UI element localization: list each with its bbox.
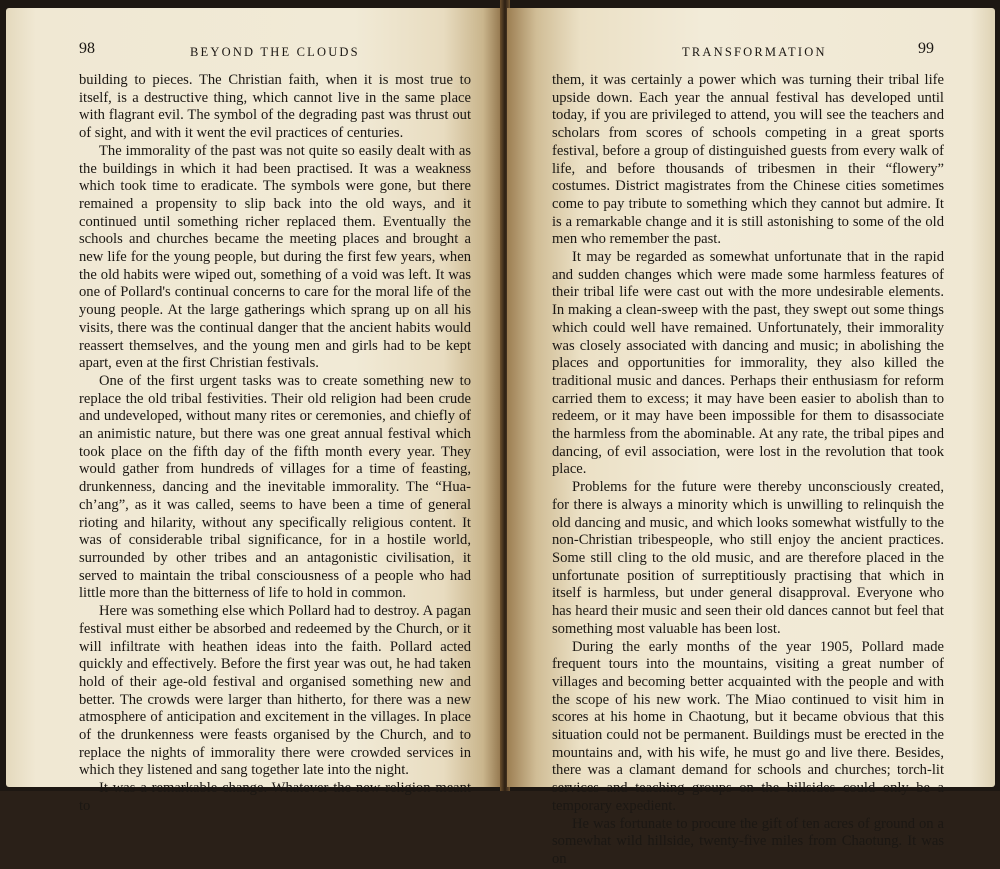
paragraph: building to pieces. The Christian faith, when it is most true to itself, is a destructive thing, which cannot live in the same place with flagrant evil. The symbol of the degrading past was thrust out of sight, and with it went the evil practices of centuries.: [79, 72, 471, 142]
page-body: [79, 72, 471, 816]
running-head: TRANSFORMATION: [682, 45, 827, 59]
running-head: BEYOND THE CLOUDS: [190, 45, 360, 59]
page-number: 98: [79, 40, 95, 57]
paragraph: Here was something else which Pollard had to destroy. A pagan festival must either be absorbed and redeemed by the Church, or it will infiltrate with heathen ideas into the faith. Pollard acted quickly and effectively. Before the first year was out, he had taken hold of their age-old festival and organised something new and better. The crowds were larger than hitherto, for there was a new atmosphere of anticipation and excitement in the villages. In place of the drunkenness were feasts organised by the Church, and to replace the nights of immorality there were crowded services in which they listened and sang together late into the night.: [79, 603, 471, 779]
page-number: 99: [918, 40, 934, 57]
paragraph: One of the first urgent tasks was to create something new to replace the old tribal festivities. Their old religion had been crude and undeveloped, without many rites or ceremonies, and chiefly of an animistic nature, but there was one great annual festival which took place on the fifth day of the fifth month every year. They would gather from hundreds of villages for a time of feasting, drunkenness, dancing and the inevitable immorality. The “Hua-ch’ang”, as it was called, seems to have been a time of general rioting and hilarity, without any specifically religious content. It was of considerable tribal significance, for in a hostile world, surrounded by other tribes and an antagonistic civilisation, it served to maintain the tribal consciousness of a people who had little more than the bitterness of life to hold in common.: [79, 372, 471, 602]
left-page: [6, 8, 503, 814]
paragraph: Problems for the future were thereby unconsciously created, for there is always a minority which is unwilling to relinquish the old dancing and music, and which looks somewhat wistfully to the non-Christian tribespeople, who still enjoy the ancient practices. Some still cling to the old music, and are therefore placed in the unfortunate position of surreptitiously practising that which in itself is harmless, but under general disapproval. Everyone who has heard their music and seen their old dances cannot but feel that something most valuable has been lost.: [552, 479, 944, 637]
paragraph: The immorality of the past was not quite so easily dealt with as the buildings in which it had been practised. It was a weakness which took time to eradicate. The symbols were gone, but there remained a propensity to slip back into the old ways, and it continued until something richer replaced them. Eventually the schools and churches became the meeting places and brought a new life for the young people, but during the first few years, when the old habits were wiped out, something of a void was left. It was one of Pollard's continual concerns to care for the moral life of the young people. At the large gatherings which sprang up on all his visits, there was the continual danger that the ancient habits would reassert themselves, and the young men and girls had to be kept apart, even at the first Christian festivals.: [79, 142, 471, 372]
paragraph: them, it was certainly a power which was turning their tribal life upside down. Each year the annual festival has developed until today, if you are privileged to attend, you will see the teachers and scholars from scores of schools competing in a great sports festival, before a group of distinguished guests from every walk of life, and before thousands of tribesmen in their “flowery” costumes. District magistrates from the Chinese cities sometimes come to pay tribute to something which they cannot but admire. It is a remarkable change and it is still astonishing to some of the old men who remember the past.: [552, 72, 944, 248]
paragraph: He was fortunate to procure the gift of ten acres of ground on a somewhat wild hillside, twenty-five miles from Chaotung. It was on: [552, 815, 944, 867]
paragraph: It was a remarkable change. Whatever the new religion meant to: [79, 780, 471, 814]
right-page: [507, 8, 995, 867]
page-body: [552, 72, 944, 869]
paragraph: During the early months of the year 1905, Pollard made frequent tours into the mountains, visiting a great number of villages and becoming better acquainted with the people and with the scope of his new work. The Miao continued to visit him in scores at his home in Chaotung, but it became obvious that this situation could not be permanent. Buildings must be erected in the mountains and, with his wife, he must go and live there. Besides, there was a clamant demand for schools and churches; torch-lit services and teaching groups on the hillsides could only be a temporary expedient.: [552, 638, 944, 814]
paragraph: It may be regarded as somewhat unfortunate that in the rapid and sudden changes which were made some harmless features of their tribal life were cast out with the more undesirable elements. In making a clean-sweep with the past, they swept out some things which could well have remained. Unfortunately, their immorality was closely associated with dancing and music; in abolishing the places and opportunities for immorality, they also killed the traditional music and dances. Perhaps their enthusiasm for reform carried them to excess; it may have been easier to abolish than to redeem, or it may have been impossible for them to disassociate the harmless from the abominable. At any rate, the tribal pipes and dancing, of evil association, were lost in the revolution that took place.: [552, 249, 944, 478]
